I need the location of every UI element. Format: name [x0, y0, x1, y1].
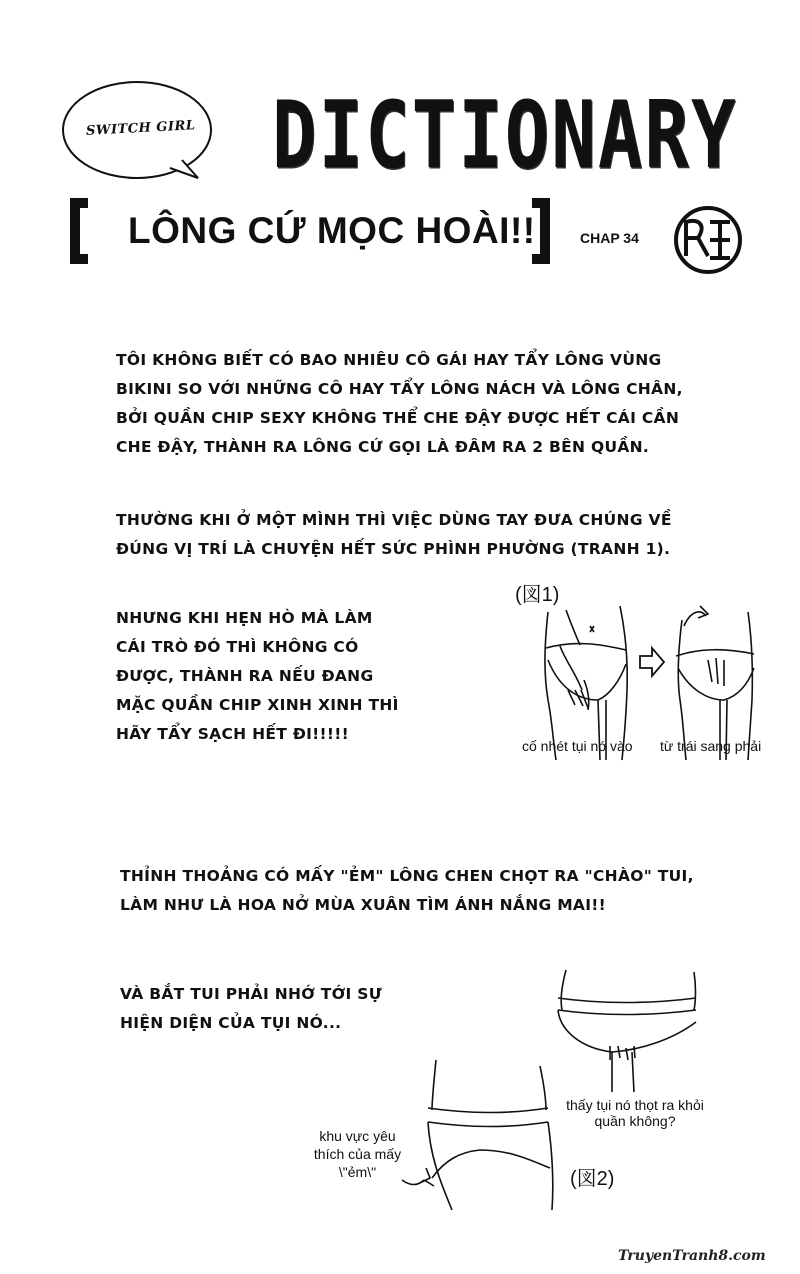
figure-2-caption-top: thấy tụi nó thọt ra khỏi quần không?	[566, 1097, 704, 1129]
figure-2-bottom-drawing	[402, 1060, 553, 1210]
arrow-right-icon	[640, 648, 664, 676]
watermark: TruyenTranh8.com	[618, 1248, 766, 1264]
dictionary-title: DICTIONARY	[272, 82, 738, 190]
paragraph-5: VÀ BẮT TUI PHẢI NHỚ TỚI SỰ HIỆN DIỆN CỦA TỤI NÓ...	[120, 985, 382, 1032]
paragraph-3: NHƯNG KHI HẸN HÒ MÀ LÀM CÁI TRÒ ĐÓ THÌ KHÔNG CÓ ĐƯỢC, THÀNH RA NẾU ĐANG MẶC QUẦN CHIP XINH XINH THÌ HÃY TẨY SẠCH HẾT ĐI!!!!!	[116, 609, 399, 743]
bubble-text: SWITCH GIRL	[85, 118, 196, 139]
figure-2-top-drawing	[558, 970, 696, 1092]
left-bracket-icon	[66, 196, 92, 266]
paragraph-4: THỈNH THOẢNG CÓ MẤY "ẺM" LÔNG CHEN CHỌT RA "CHÀO" TUI, LÀM NHƯ LÀ HOA NỞ MÙA XUÂN TÌM ÁNH NẮNG MAI!!	[120, 867, 694, 914]
figure-2-label: (図2)	[570, 1168, 615, 1190]
chapter-label: CHAP 34	[580, 230, 639, 246]
figure-1-label: (図1)	[515, 584, 560, 606]
paragraph-1: TÔI KHÔNG BIẾT CÓ BAO NHIÊU CÔ GÁI HAY TẨY LÔNG VÙNG BIKINI SO VỚI NHỮNG CÔ HAY TẨY LÔNG NÁCH VÀ LÔNG CHÂN, BỞI QUẦN CHIP SEXY KHÔNG THỂ CHE ĐẬY ĐƯỢC HẾT CÁI CẦN CHE ĐẬY, THÀNH RA LÔNG CỨ GỌI LÀ ĐÂM RA 2 BÊN QUẦN.	[116, 351, 683, 456]
figure-1-caption-right: từ trái sang phải	[660, 738, 762, 754]
figure-1-left-drawing	[545, 606, 627, 760]
figure-1-caption-left: cố nhét tụi nó vào	[522, 738, 633, 754]
paragraph-2: THƯỜNG KHI Ở MỘT MÌNH THÌ VIỆC DÙNG TAY ĐƯA CHÚNG VỀ ĐÚNG VỊ TRÍ LÀ CHUYỆN HẾT SỨC PHÌNH PHƯỜNG (TRANH 1).	[116, 511, 672, 558]
page-subtitle: LÔNG CỨ MỌC HOÀI!!	[128, 210, 536, 251]
figure-1-right-drawing	[676, 606, 754, 760]
figure-2-caption-side: khu vực yêu thích của mấy \"ẻm\"	[313, 1128, 402, 1180]
seal-stamp-icon	[672, 204, 744, 276]
